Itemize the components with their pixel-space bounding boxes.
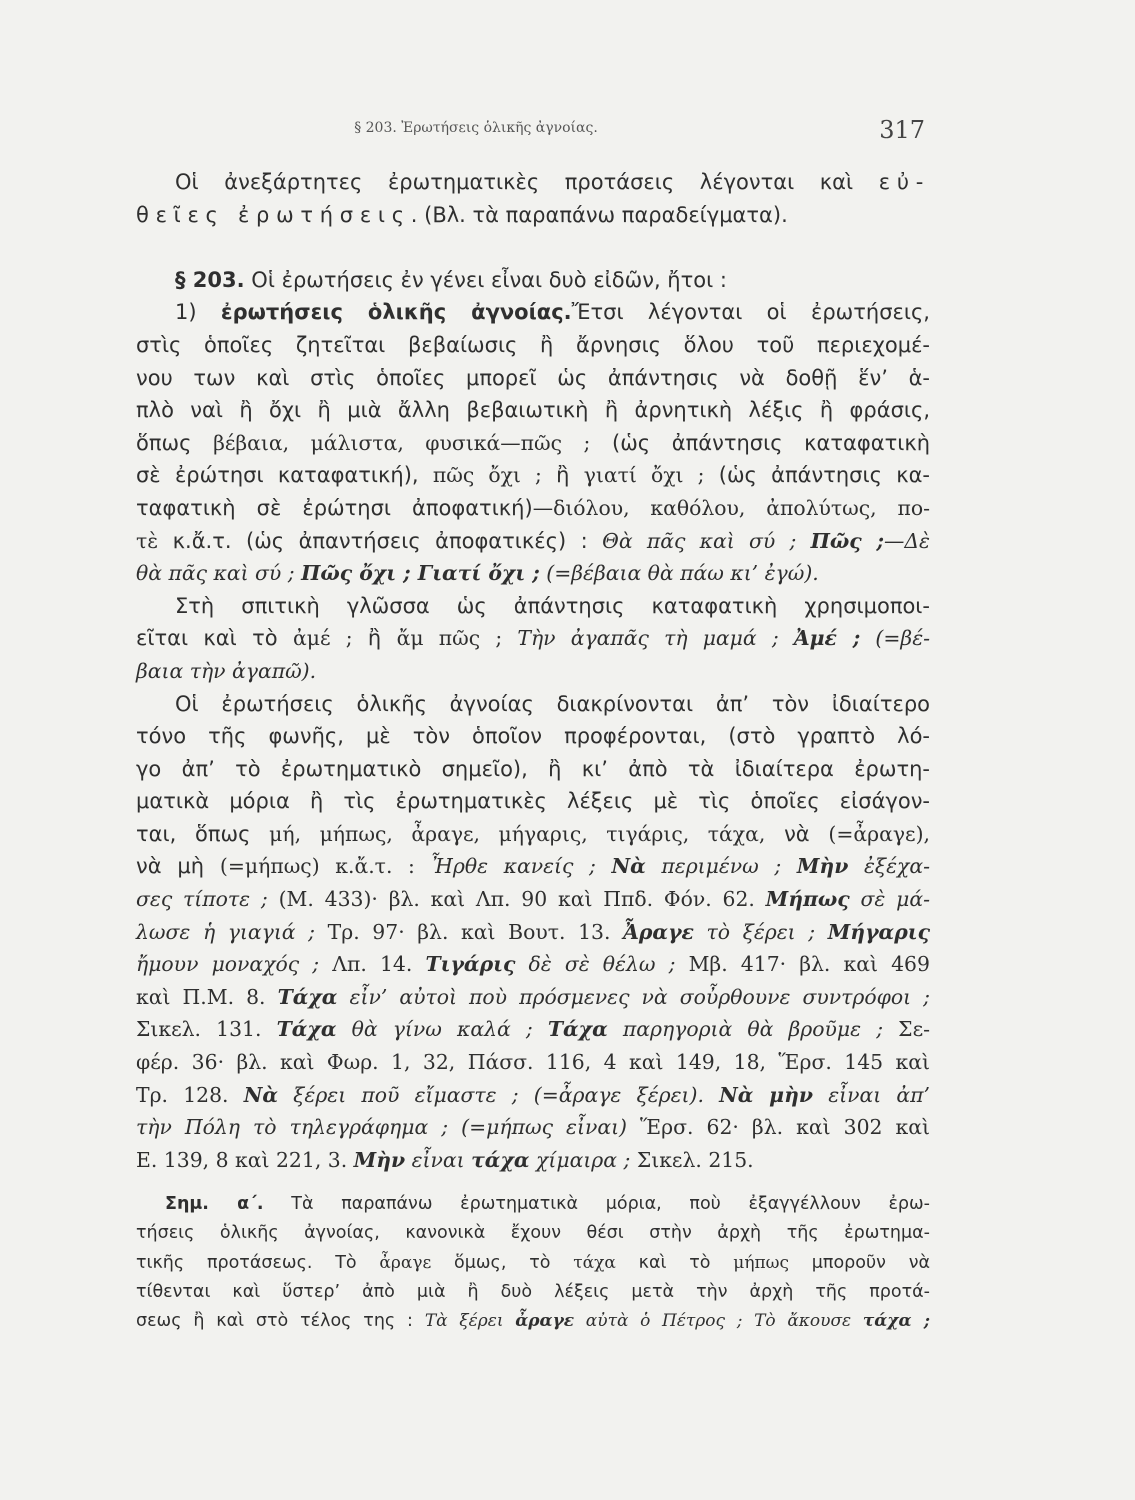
text-line: [136, 753, 930, 786]
text-line: [136, 427, 930, 460]
cited-word: Σικελ. 215.: [636, 1147, 754, 1172]
example-text: τὸ ξέρει ;: [693, 919, 828, 944]
text-line: [136, 459, 930, 492]
text-line: [136, 525, 930, 558]
text-line: [136, 916, 930, 949]
running-title: § 203. Ἐρωτήσεις ὁλικῆς ἀγνοίας.: [354, 120, 598, 136]
text-line: [136, 981, 930, 1014]
cited-word: Ἕρσ. 62· βλ. καὶ 302 καὶ: [640, 1115, 930, 1140]
example-text: σες τίποτε ;: [136, 887, 279, 912]
example-text: χίμαιρα ;: [529, 1147, 637, 1172]
cited-word: ἄμ πῶς ;: [396, 626, 503, 651]
example-text: αὐτὰ ὁ Πέτρος ; Τὸ ἄκουσε: [574, 1311, 863, 1332]
example-text: (=βέ-: [860, 626, 930, 651]
bold-term: § 203.: [175, 267, 245, 292]
cited-word: βέβαια, μάλιστα, φυσικά—πῶς ;: [213, 430, 591, 455]
text-run: σὲ ἐρώτησι καταφατική),: [136, 463, 433, 488]
text-run: ὅμως, τὸ: [431, 1252, 574, 1273]
example-text: παρηγοριὰ θὰ βροῦμε ;: [607, 1017, 899, 1042]
example-keyword: Νὰ μὴν: [719, 1082, 814, 1107]
example-keyword: Νὰ: [611, 854, 646, 879]
example-keyword: Μήπως: [765, 887, 850, 912]
text-line: [136, 883, 930, 916]
text-line: [136, 394, 930, 427]
text-run: τήσεις ὁλικῆς ἀγνοίας, κανονικὰ ἔχουν θέσι στὴν ἀρχὴ τῆς ἐρωτημα-: [136, 1223, 930, 1244]
text-line: [136, 329, 930, 362]
example-text: Ἦρθε κανείς ;: [414, 854, 612, 879]
cited-word: γιατί ὄχι ;: [583, 463, 705, 488]
text-line: [136, 720, 930, 753]
text-run: Οἱ ἐρωτήσεις ὁλικῆς ἀγνοίας διακρίνονται ἀπ’ τὸν ἰδιαίτερο: [175, 691, 930, 716]
text-line: [136, 199, 930, 232]
example-keyword: Τάχα: [276, 1017, 337, 1042]
text-line: [136, 492, 930, 525]
example-text: βαια τὴν ἀγαπῶ).: [136, 658, 317, 683]
example-text: εἶναι: [405, 1147, 472, 1172]
text-run: καὶ τὸ: [615, 1252, 734, 1273]
text-run: νὰ: [765, 821, 829, 846]
example-text: θὰ πᾶς καὶ σύ ;: [136, 561, 302, 586]
text-line: [136, 818, 930, 851]
text-run: τόνο τῆς φωνῆς, μὲ τὸν ὁποῖον προφέρονται, (στὸ γραπτὸ λό-: [136, 724, 930, 749]
page-number: 317: [879, 116, 925, 144]
cited-word: Ε. 139, 8 καὶ 221, 3.: [136, 1147, 354, 1172]
text-run: Τὰ παραπάνω ἐρωτηματικὰ μόρια, ποὺ ἐξαγγέλλουν ἐρω-: [263, 1194, 931, 1214]
example-text: Τὰ ξέρει: [424, 1311, 516, 1332]
note-line: [136, 1249, 930, 1278]
note-line: [136, 1219, 930, 1248]
example-keyword: Τάχα: [277, 984, 338, 1009]
example-text: ξέρει ποῦ εἴμαστε ; (=ἆραγε ξέρει).: [278, 1082, 720, 1107]
text-run: μποροῦν νὰ: [788, 1252, 931, 1273]
example-text: εἶν’ αὐτοὶ ποὺ πρόσμενες νὰ σοὖρθουνε συντρόφοι ;: [337, 984, 930, 1009]
text-run: ματικὰ μόρια ἢ τὶς ἐρωτηματικὲς λέξεις μὲ τὶς ὁποῖες εἰσάγον-: [136, 789, 930, 814]
example-text: λωσε ἡ γιαγιά ;: [136, 919, 328, 944]
text-line: [136, 1079, 930, 1112]
example-text: ἤμουν μοναχός ;: [136, 952, 333, 977]
paragraph: [136, 590, 930, 688]
text-run: ἢ: [541, 463, 584, 488]
spaced-term: θεῖες ἐρωτήσεις: [136, 202, 411, 227]
footnote: [136, 1190, 930, 1336]
paragraph: [136, 264, 930, 297]
example-keyword: τάχα: [471, 1147, 530, 1172]
text-run: ται, ὅπως: [136, 821, 270, 846]
text-line: [136, 622, 930, 655]
paragraph: [136, 166, 930, 231]
cited-word: τάχα: [573, 1252, 616, 1273]
cited-word: (=μήπως) κ.ἄ.τ. :: [219, 854, 415, 879]
text-line: [136, 557, 930, 590]
text-line: [136, 655, 930, 688]
cited-word: μήπως: [733, 1252, 789, 1273]
example-keyword: Τάχα: [547, 1017, 608, 1042]
text-run: τίθενται καὶ ὕστερ’ ἀπὸ μιὰ ἢ δυὸ λέξεις μετὰ τὴν ἀρχὴ τῆς προτά-: [136, 1281, 930, 1302]
example-text: σὲ μά-: [849, 887, 930, 912]
example-keyword: Ἀμέ ;: [793, 626, 861, 651]
text-run: Οἱ ἐρωτήσεις ἐν γένει εἶναι δυὸ εἰδῶν, ἤτοι :: [244, 267, 727, 292]
cited-word: μή, μήπως, ἆραγε, μήγαρις, τιγάρις, τάχα,: [269, 821, 766, 846]
spaced-term: εὐ-: [878, 170, 930, 194]
example-text: θὰ γίνω καλά ;: [336, 1017, 548, 1042]
cited-word: τὲ: [136, 528, 159, 553]
main-text: [136, 166, 930, 1176]
cited-word: φέρ. 36· βλ. καὶ Φωρ. 1, 32, Πάσσ. 116, 4 καὶ 149, 18, Ἕρσ. 145 καὶ: [136, 1050, 930, 1075]
example-text: τὴν Πόλη τὸ τηλεγράφημα ; (=μήπως εἶναι): [136, 1115, 641, 1140]
text-line: [136, 1111, 930, 1144]
cited-word: Μβ. 417· βλ. καὶ 469: [688, 952, 930, 977]
example-text: (=βέβαια θὰ πάω κι’ ἐγώ).: [539, 561, 819, 586]
text-run: Στὴ σπιτικὴ γλῶσσα ὡς ἀπάντησις καταφατικὴ χρησιμοποι-: [175, 593, 930, 618]
note-line: [136, 1307, 930, 1336]
text-line: [136, 264, 930, 297]
cited-word: Τρ. 97· βλ. καὶ Βουτ. 13.: [327, 919, 624, 944]
example-keyword: Μὴν: [796, 854, 849, 879]
text-run: στὶς ὁποῖες ζητεῖται βεβαίωσις ἢ ἄρνησις ὅλου τοῦ περιεχομέ-: [136, 332, 930, 357]
paragraph: [136, 296, 930, 589]
example-text: Θὰ πᾶς καὶ σύ ;: [602, 528, 811, 553]
cited-word: Λπ. 14.: [332, 952, 426, 977]
text-line: [136, 948, 930, 981]
example-keyword: Πῶς ὄχι ; Γιατί ὄχι ;: [301, 561, 540, 586]
text-line: [136, 296, 930, 329]
text-run: (ὡς ἀπάντησις κα-: [704, 463, 930, 488]
text-run: . (Βλ. τὰ παραπάνω παραδείγματα).: [410, 202, 788, 227]
cited-word: Σικελ. 131.: [136, 1017, 277, 1042]
text-line: [136, 1046, 930, 1079]
text-run: εῖται καὶ τὸ: [136, 626, 293, 651]
example-keyword: τάχα ;: [862, 1311, 930, 1332]
cited-word: ἀμέ ;: [293, 626, 353, 651]
example-text: περιμένω ;: [645, 854, 797, 879]
text-run: 1): [175, 300, 221, 325]
paragraph: [136, 688, 930, 1177]
text-run: πλὸ ναὶ ἢ ὄχι ἢ μιὰ ἄλλη βεβαιωτικὴ ἢ ἀρνητικὴ λέξις ἢ φράσις,: [136, 398, 930, 423]
text-line: [136, 1144, 930, 1177]
bold-term: ἐρωτήσεις ὁλικῆς ἀγνοίας.: [220, 300, 572, 325]
example-text: δὲ σὲ θέλω ;: [515, 952, 689, 977]
text-run: νὰ μὴ: [136, 854, 220, 879]
text-run: ταφατικὴ σὲ ἐρώτησι ἀποφατική): [136, 495, 533, 520]
example-keyword: ἆραγε: [515, 1311, 575, 1332]
text-run: ἢ: [352, 626, 397, 651]
text-line: [136, 785, 930, 818]
text-line: [136, 590, 930, 623]
cited-word: (=ἆραγε),: [828, 821, 930, 846]
text-run: γο ἀπ’ τὸ ἐρωτηματικὸ σημεῖο), ἢ κι’ ἀπὸ τὰ ἰδιαίτερα ἐρωτη-: [136, 756, 930, 781]
text-line: [136, 1013, 930, 1046]
note-line: [136, 1190, 930, 1219]
text-run: σεως ἢ καὶ στὸ τέλος της :: [136, 1311, 425, 1332]
cited-word: (Μ. 433)· βλ. καὶ Λπ. 90 καὶ Ππδ. Φόν. 62.: [278, 887, 766, 912]
text-line: [136, 850, 930, 883]
text-line: [136, 166, 930, 199]
example-text: εἶναι ἀπ’: [813, 1082, 930, 1107]
cited-word: Τρ. 128.: [136, 1082, 244, 1107]
text-run: (ὡς ἀπάντησις καταφατικὴ: [590, 430, 931, 455]
cited-word: —διόλου, καθόλου, ἀπολύτως, πο-: [532, 495, 930, 520]
bold-term: Σημ. α΄.: [165, 1194, 264, 1214]
text-line: [136, 362, 930, 395]
example-keyword: Τιγάρις: [425, 952, 516, 977]
text-run: Οἱ ἀνεξάρτητες ἐρωτηματικὲς προτάσεις λέγονται καὶ: [175, 170, 879, 194]
example-keyword: Νὰ: [243, 1082, 278, 1107]
cited-word: Σε-: [898, 1017, 930, 1042]
cited-word: πῶς ὄχι ;: [432, 463, 542, 488]
text-run: κ.ἄ.τ. (ὡς ἀπαντήσεις ἀποφατικές) :: [158, 528, 603, 553]
text-run: ὅπως: [136, 430, 214, 455]
example-text: ἐξέχα-: [848, 854, 930, 879]
text-run: νου των καὶ στὶς ὁποῖες μπορεῖ ὡς ἀπάντησις νὰ δοθῇ ἕν’ ἁ-: [136, 365, 930, 390]
example-text: —Δὲ: [884, 528, 930, 553]
text-run: Ἔτσι λέγονται οἱ ἐρωτήσεις,: [571, 300, 930, 325]
cited-word: ἆραγε: [379, 1252, 432, 1273]
text-run: τικῆς προτάσεως. Τὸ: [136, 1252, 380, 1273]
note-line: [136, 1278, 930, 1307]
example-keyword: Μήγαρις: [827, 919, 930, 944]
example-keyword: Μὴν: [353, 1147, 406, 1172]
example-text: Τὴν ἀγαπᾶς τὴ μαμά ;: [502, 626, 794, 651]
example-keyword: Ἆραγε: [623, 919, 694, 944]
example-keyword: Πῶς ;: [810, 528, 884, 553]
cited-word: καὶ Π.Μ. 8.: [136, 984, 278, 1009]
text-line: [136, 688, 930, 721]
